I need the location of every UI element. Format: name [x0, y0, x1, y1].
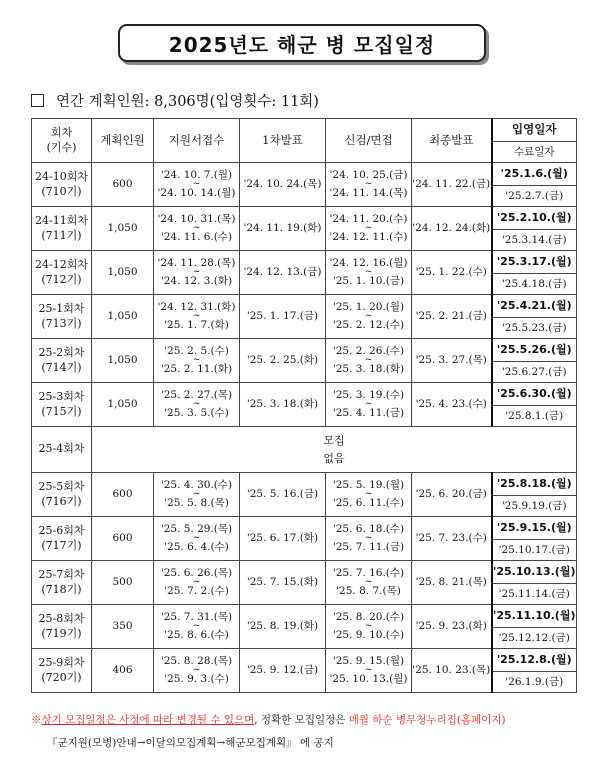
entry-date-cell: '25.11.10.(월) — [492, 605, 577, 628]
first-announce-cell: '24. 10. 24.(목) — [240, 163, 326, 207]
entry-date-cell: '25.1.6.(월) — [492, 163, 577, 186]
entry-date-cell: '25.8.18.(월) — [492, 473, 577, 496]
table-row — [32, 251, 577, 274]
entry-date-cell: '25.12.8.(월) — [492, 649, 577, 672]
application-period-cell: '25. 5. 29.(목) ~ '25. 6. 4.(수) — [154, 517, 240, 561]
finish-date-cell: '25.5.23.(금) — [492, 318, 577, 339]
planned-cell: 1,050 — [92, 339, 154, 383]
table-row — [32, 383, 577, 406]
final-announce-cell: '24. 12. 24.(화) — [412, 207, 492, 251]
planned-cell: 1,050 — [92, 383, 154, 427]
round-cell: 25-9회차 (720기) — [32, 649, 92, 693]
finish-date-cell: '25.3.14.(금) — [492, 230, 577, 251]
entry-date-cell: '25.10.13.(월) — [492, 561, 577, 584]
checkup-period-cell: '24. 10. 25.(금) ~ '24. 11. 14.(목) — [326, 163, 412, 207]
finish-date-cell: '25.4.18.(금) — [492, 274, 577, 295]
table-row — [32, 561, 577, 584]
first-announce-cell: '25. 8. 19.(화) — [240, 605, 326, 649]
finish-date-cell: '25.6.27.(금) — [492, 362, 577, 383]
first-announce-cell: '25. 2. 25.(화) — [240, 339, 326, 383]
checkup-period-cell: '24. 12. 16.(월) ~ '25. 1. 10.(금) — [326, 251, 412, 295]
first-announce-cell: '25. 9. 12.(금) — [240, 649, 326, 693]
table-row — [32, 605, 577, 628]
table-row — [32, 207, 577, 230]
first-announce-cell: '25. 7. 15.(화) — [240, 561, 326, 605]
application-period-cell: '24. 10. 31.(목) ~ '24. 11. 6.(수) — [154, 207, 240, 251]
checkup-period-cell: '25. 7. 16.(수) ~ '25. 8. 7.(목) — [326, 561, 412, 605]
finish-date-cell: '26.1.9.(금) — [492, 672, 577, 693]
final-announce-cell: '25. 3. 27.(목) — [412, 339, 492, 383]
final-announce-cell: '25. 6. 20.(금) — [412, 473, 492, 517]
finish-date-cell: '25.8.1.(금) — [492, 406, 577, 427]
first-announce-cell: '25. 5. 16.(금) — [240, 473, 326, 517]
final-announce-cell: '25. 2. 21.(금) — [412, 295, 492, 339]
table-row — [32, 473, 577, 496]
header-checkup: 신검/면접 — [326, 119, 412, 163]
round-cell: 25-3회차 (715기) — [32, 383, 92, 427]
entry-date-cell: '25.9.15.(월) — [492, 517, 577, 540]
first-announce-cell: '25. 6. 17.(화) — [240, 517, 326, 561]
checkup-period-cell: '25. 6. 18.(수) ~ '25. 7. 11.(금) — [326, 517, 412, 561]
title-box — [118, 24, 486, 62]
final-announce-cell: '25. 10. 23.(목) — [412, 649, 492, 693]
table-row — [32, 163, 577, 186]
note-notice-path: 『군지원(모병)안내→이달의모집계획→해군모집계획』 에 공지 — [47, 737, 334, 749]
annual-plan-label: 연간 계획인원: 8,306명(입영횟수: 11회) — [56, 94, 319, 110]
header-entry: 입영일자 — [492, 119, 577, 142]
finish-date-cell: '25.9.19.(금) — [492, 496, 577, 517]
finish-date-cell: '25.11.14.(금) — [492, 584, 577, 605]
planned-cell: 406 — [92, 649, 154, 693]
table-row — [32, 295, 577, 318]
page-title: 2025년도 해군 병 모집일정 — [168, 32, 436, 57]
checkup-period-cell: '25. 1. 20.(월) ~ '25. 2. 12.(수) — [326, 295, 412, 339]
round-cell: 24-12회차 (712기) — [32, 251, 92, 295]
planned-cell: 500 — [92, 561, 154, 605]
application-period-cell: '25. 2. 27.(목) ~ '25. 3. 5.(수) — [154, 383, 240, 427]
entry-date-cell: '25.4.21.(월) — [492, 295, 577, 318]
first-announce-cell: '24. 12. 13.(금) — [240, 251, 326, 295]
planned-cell: 600 — [92, 473, 154, 517]
entry-date-cell: '25.2.10.(월) — [492, 207, 577, 230]
table-row — [32, 339, 577, 362]
final-announce-cell: '25. 1. 22.(수) — [412, 251, 492, 295]
application-period-cell: '24. 11. 28.(목) ~ '24. 12. 3.(화) — [154, 251, 240, 295]
finish-date-cell: '25.2.7.(금) — [492, 186, 577, 207]
first-announce-cell: '25. 3. 18.(화) — [240, 383, 326, 427]
application-period-cell: '25. 8. 28.(목) ~ '25. 9. 3.(수) — [154, 649, 240, 693]
first-announce-cell: '25. 1. 17.(금) — [240, 295, 326, 339]
checkup-period-cell: '25. 2. 26.(수) ~ '25. 3. 18.(화) — [326, 339, 412, 383]
table-row — [32, 649, 577, 672]
application-period-cell: '25. 6. 26.(목) ~ '25. 7. 2.(수) — [154, 561, 240, 605]
planned-cell: 600 — [92, 517, 154, 561]
round-cell: 24-10회차 (710기) — [32, 163, 92, 207]
entry-date-cell: '25.3.17.(월) — [492, 251, 577, 274]
planned-cell: 1,050 — [92, 207, 154, 251]
no-recruit-cell: 모집 없음 — [92, 427, 577, 473]
application-period-cell: '25. 7. 31.(목) ~ '25. 8. 6.(수) — [154, 605, 240, 649]
round-cell: 25-1회차 (713기) — [32, 295, 92, 339]
table-row-no-recruit — [32, 427, 577, 473]
round-cell: 25-5회차 (716기) — [32, 473, 92, 517]
planned-cell: 600 — [92, 163, 154, 207]
final-announce-cell: '25. 4. 23.(수) — [412, 383, 492, 427]
finish-date-cell: '25.10.17.(금) — [492, 540, 577, 561]
checkup-period-cell: '25. 5. 19.(월) ~ '25. 6. 11.(수) — [326, 473, 412, 517]
planned-cell: 1,050 — [92, 295, 154, 339]
checkup-period-cell: '25. 3. 19.(수) ~ '25. 4. 11.(금) — [326, 383, 412, 427]
entry-date-cell: '25.5.26.(월) — [492, 339, 577, 362]
round-cell: 25-6회차 (717기) — [32, 517, 92, 561]
final-announce-cell: '25. 9. 23.(화) — [412, 605, 492, 649]
round-cell: 24-11회차 (711기) — [32, 207, 92, 251]
round-cell: 25-7회차 (718기) — [32, 561, 92, 605]
note-change: ※상기 모집일정은 사정에 따라 변경될 수 있으며, 정확한 모집일정은 매월 하순 병무청누리집(홈페이지) — [31, 714, 506, 726]
table-row — [32, 517, 577, 540]
final-announce-cell: '24. 11. 22.(금) — [412, 163, 492, 207]
planned-cell: 350 — [92, 605, 154, 649]
header-application: 지원서접수 — [154, 119, 240, 163]
header-round: 회차 (기수) — [32, 119, 92, 163]
final-announce-cell: '25. 8. 21.(목) — [412, 561, 492, 605]
planned-cell: 1,050 — [92, 251, 154, 295]
application-period-cell: '24. 12. 31.(화) ~ '25. 1. 7.(화) — [154, 295, 240, 339]
annual-plan-summary — [31, 90, 319, 111]
finish-date-cell: '25.12.12.(금) — [492, 628, 577, 649]
checkbox-icon — [31, 94, 44, 107]
header-planned: 계획인원 — [92, 119, 154, 163]
header-first-announce: 1차발표 — [240, 119, 326, 163]
checkup-period-cell: '24. 11. 20.(수) ~ '24. 12. 11.(수) — [326, 207, 412, 251]
application-period-cell: '24. 10. 7.(월) ~ '24. 10. 14.(월) — [154, 163, 240, 207]
application-period-cell: '25. 2. 5.(수) ~ '25. 2. 11.(화) — [154, 339, 240, 383]
entry-date-cell: '25.6.30.(월) — [492, 383, 577, 406]
checkup-period-cell: '25. 8. 20.(수) ~ '25. 9. 10.(수) — [326, 605, 412, 649]
round-cell: 25-8회차 (719기) — [32, 605, 92, 649]
header-finish: 수료일자 — [492, 142, 577, 163]
round-cell: 25-4회차 — [32, 427, 92, 473]
round-cell: 25-2회차 (714기) — [32, 339, 92, 383]
application-period-cell: '25. 4. 30.(수) ~ '25. 5. 8.(목) — [154, 473, 240, 517]
final-announce-cell: '25. 7. 23.(수) — [412, 517, 492, 561]
schedule-table — [31, 118, 577, 693]
header-final-announce: 최종발표 — [412, 119, 492, 163]
first-announce-cell: '24. 11. 19.(화) — [240, 207, 326, 251]
checkup-period-cell: '25. 9. 15.(월) ~ '25. 10. 13.(월) — [326, 649, 412, 693]
